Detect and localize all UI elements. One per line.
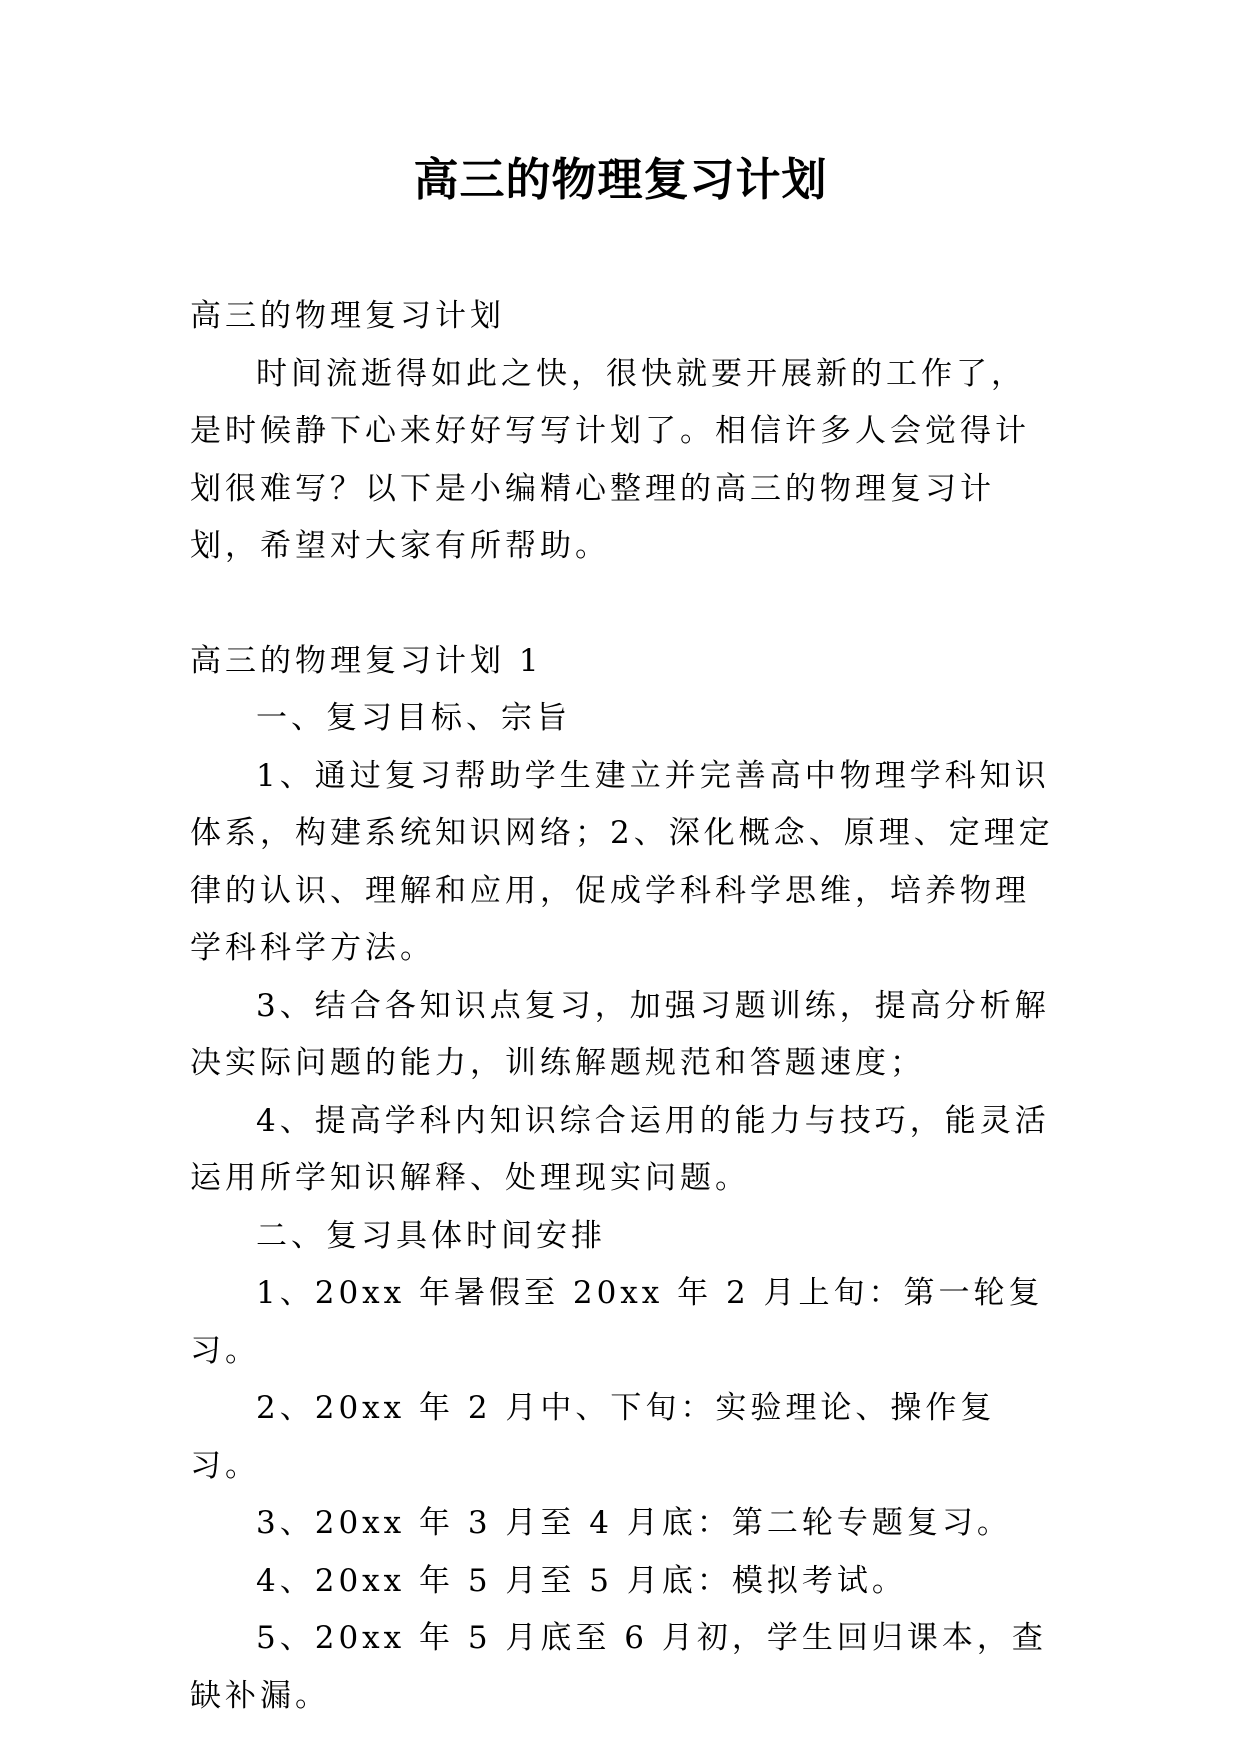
paragraph-intro: 时间流逝得如此之快，很快就要开展新的工作了，是时候静下心来好好写写计划了。相信许多人会觉得计划很难写？以下是小编精心整理的高三的物理复习计划，希望对大家有所帮助。	[190, 355, 1030, 564]
document-title: 高三的物理复习计划	[413, 153, 828, 206]
section-heading-plan-1: 高三的物理复习计划 1	[190, 642, 543, 679]
heading-review-goals: 一、复习目标、宗旨	[256, 700, 571, 736]
document-body	[190, 288, 1060, 1725]
schedule-item-5: 5、20xx 年 5 月底至 6 月初，学生回归课本，查缺补漏。	[190, 1620, 1047, 1714]
schedule-item-3: 3、20xx 年 3 月至 4 月底：第二轮专题复习。	[256, 1505, 1012, 1541]
schedule-item-1: 1、20xx 年暑假至 20xx 年 2 月上旬：第一轮复习。	[190, 1275, 1044, 1369]
heading-schedule: 二、复习具体时间安排	[256, 1217, 606, 1254]
paragraph-spacer	[190, 576, 1060, 633]
paragraph-goal-4: 4、提高学科内知识综合运用的能力与技巧，能灵活运用所学知识解释、处理现实问题。	[190, 1102, 1050, 1196]
schedule-item-4: 4、20xx 年 5 月至 5 月底：模拟考试。	[256, 1562, 907, 1599]
paragraph-subtitle: 高三的物理复习计划	[190, 298, 505, 334]
paragraph-goal-3: 3、结合各知识点复习，加强习题训练，提高分析解决实际问题的能力，训练解题规范和答题速度；	[190, 987, 1050, 1081]
paragraph-goal-1-2: 1、通过复习帮助学生建立并完善高中物理学科知识体系，构建系统知识网络；2、深化概念、原理、定理定律的认识、理解和应用，促成学科科学思维，培养物理学科科学方法。	[190, 757, 1054, 966]
schedule-item-2: 2、20xx 年 2 月中、下旬：实验理论、操作复习。	[190, 1390, 996, 1484]
